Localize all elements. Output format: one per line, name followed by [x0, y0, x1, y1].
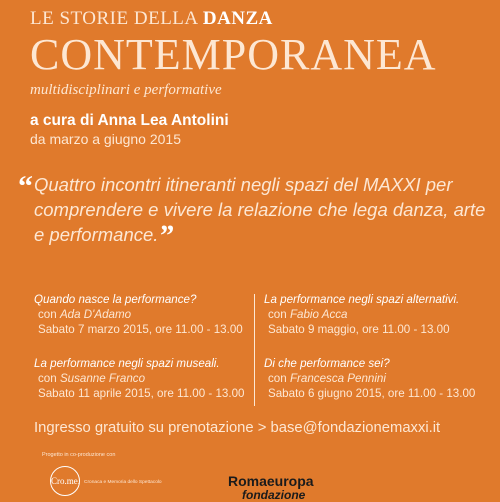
event-host: con Ada D'Adamo [38, 308, 132, 321]
event-item [264, 292, 474, 337]
poster-subtitle: multidisciplinari e performative [30, 82, 222, 98]
quote-text: Quattro incontri itineranti negli spazi del MAXXI per comprendere e vivere la relazione che lega danza, arte e performance. [34, 174, 486, 245]
event-item [264, 356, 474, 401]
event-host: con Francesca Pennini [268, 372, 386, 385]
event-item [34, 292, 244, 337]
quote-block [18, 170, 488, 252]
poster-title: CONTEMPORANEA [30, 30, 437, 79]
event-title: Di che performance sei? [264, 357, 390, 370]
column-divider [254, 294, 255, 406]
kicker-line [30, 8, 490, 30]
quote-text-container [34, 172, 488, 252]
romaeuropa-name: Romaeuropa [228, 473, 314, 489]
crome-logo [50, 466, 160, 500]
entry-info: Ingresso gratuito su prenotazione > base@fondazionemaxxi.it [34, 420, 441, 436]
crome-logo-subtitle: Cronaca e Memoria dello Spettacolo [84, 480, 162, 485]
curator-line: a cura di Anna Lea Antolini [30, 112, 229, 129]
open-quote-icon: “ [18, 170, 33, 203]
close-quote-icon: ” [158, 219, 174, 252]
event-host: con Fabio Acca [268, 308, 348, 321]
event-when: Sabato 6 giugno 2015, ore 11.00 - 13.00 [268, 387, 476, 400]
event-item [34, 356, 244, 401]
event-title: La performance negli spazi museali. [34, 357, 220, 370]
event-when: Sabato 7 marzo 2015, ore 11.00 - 13.00 [38, 323, 243, 336]
romaeuropa-logo [228, 474, 338, 500]
poster-header [30, 8, 490, 148]
event-when: Sabato 9 maggio, ore 11.00 - 13.00 [268, 323, 450, 336]
event-title: La performance negli spazi alternativi. [264, 293, 460, 306]
event-host: con Susanne Franco [38, 372, 146, 385]
events-grid [34, 292, 484, 410]
crome-logo-mark: Cro.me. [50, 466, 80, 496]
kicker-bold: DANZA [202, 8, 273, 29]
romaeuropa-subtitle: fondazione [242, 488, 306, 502]
event-when: Sabato 11 aprile 2015, ore 11.00 - 13.00 [38, 387, 245, 400]
coproduction-label: Progetto in co-produzione con [42, 452, 116, 458]
event-title: Quando nasce la performance? [34, 293, 197, 306]
date-range: da marzo a giugno 2015 [30, 131, 181, 147]
kicker-prefix: LE STORIE DELLA [30, 8, 198, 29]
